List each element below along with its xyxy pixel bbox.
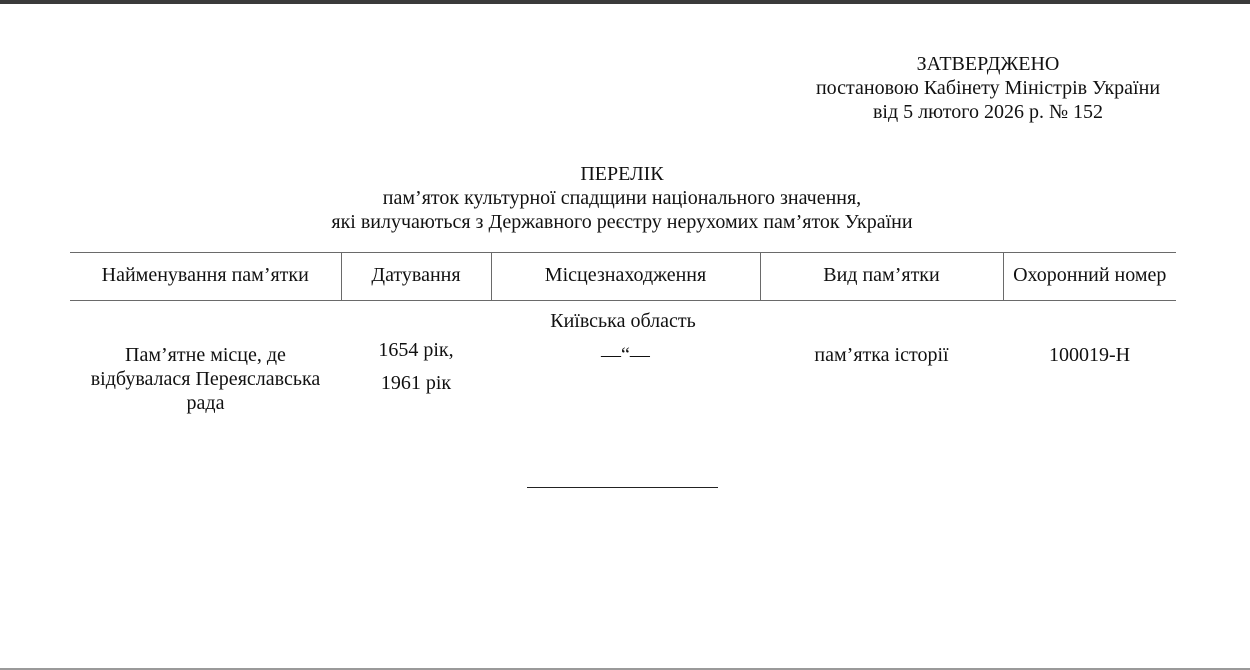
- approval-authority: постановою Кабінету Міністрів України: [815, 77, 1161, 99]
- header-location: Місцезнаходження: [491, 253, 760, 301]
- cell-dating: [341, 335, 491, 415]
- document-title: [222, 162, 1022, 234]
- table-header-row: [70, 253, 1176, 301]
- table-row: [70, 335, 1176, 415]
- dating-end: 1961 рік: [380, 371, 452, 394]
- title-subline-2: які вилучаються з Державного реєстру нерухомих пам’яток України: [331, 211, 913, 233]
- top-border: [0, 0, 1250, 4]
- closing-rule: [527, 487, 718, 488]
- approval-date: від 5 лютого 2026 р. № 152: [872, 101, 1104, 123]
- title-heading: ПЕРЕЛІК: [580, 163, 664, 185]
- cell-location: —“—: [601, 343, 650, 366]
- approval-stamp: [790, 52, 1186, 124]
- approval-heading: ЗАТВЕРДЖЕНО: [916, 53, 1060, 75]
- cell-name: Пам’ятне місце, де відбувалася Переяславська рада: [90, 343, 321, 414]
- cell-number: 100019-Н: [1048, 343, 1131, 366]
- dating-start: 1654 рік,: [378, 338, 454, 361]
- monuments-table: [70, 252, 1176, 415]
- header-number: Охоронний номер: [1003, 253, 1176, 301]
- title-subline-1: пам’яток культурної спадщини національного значення,: [382, 187, 862, 209]
- region-label: Київська область: [550, 310, 696, 333]
- header-dating: Датування: [341, 253, 491, 301]
- header-name: Найменування пам’ятки: [70, 253, 341, 301]
- cell-type: пам’ятка історії: [814, 343, 949, 366]
- header-type: Вид пам’ятки: [760, 253, 1003, 301]
- region-row: [70, 301, 1176, 335]
